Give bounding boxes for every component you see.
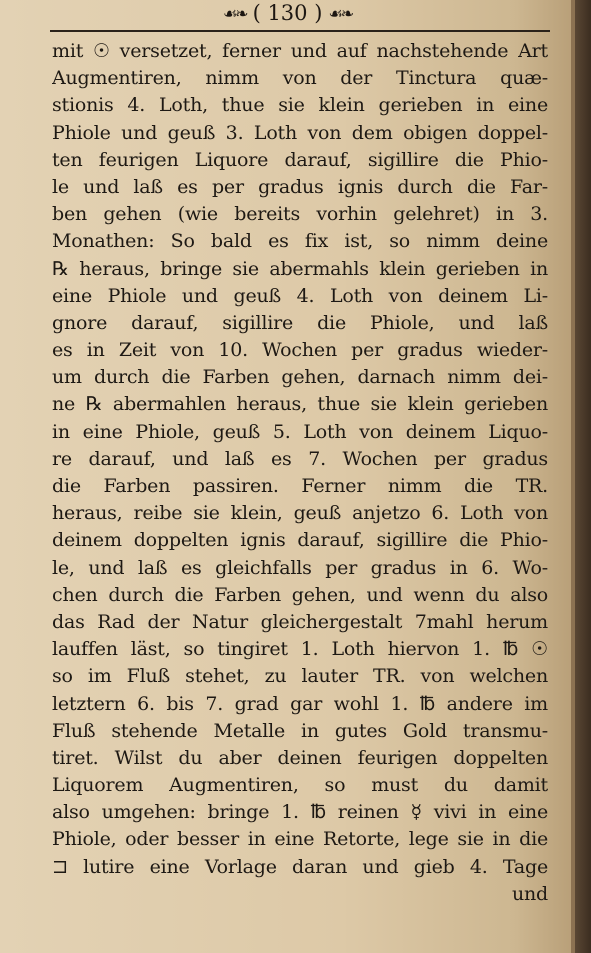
text-line: deinem doppelten ignis darauf, sigillire die Phio- <box>52 529 548 552</box>
header-rule <box>50 30 550 32</box>
text-line: Liquorem Augmentiren, so must du damit <box>52 774 548 797</box>
text-line: stionis 4. Loth, thue sie klein gerieben in eine <box>52 94 548 117</box>
text-line: es in Zeit von 10. Wochen per gradus wieder- <box>52 339 548 362</box>
text-line: letztern 6. bis 7. grad gar wohl 1. ℔ andere im <box>52 692 548 715</box>
text-line: Monathen: So bald es fix ist, so nimm deine <box>52 230 548 253</box>
text-line: Fluß stehende Metalle in gutes Gold transmu- <box>52 719 548 742</box>
text-line: ben gehen (wie bereits vorhin gelehret) in 3. <box>52 203 548 226</box>
text-line: so im Fluß stehet, zu lauter TR. von welchen <box>52 665 548 688</box>
text-line: le und laß es per gradus ignis durch die Far- <box>52 175 548 198</box>
page-number: ( 130 ) <box>252 1 323 25</box>
text-line: lauffen läst, so tingiret 1. Loth hiervon 1. ℔ ☉ <box>52 638 548 661</box>
text-line: Augmentiren, nimm von der Tinctura quæ- <box>52 67 548 90</box>
page-edge-shadow <box>575 0 591 953</box>
ornament-right-icon: ☙❧ <box>328 3 353 23</box>
text-line: heraus, reibe sie klein, geuß anjetzo 6. Loth von <box>52 502 548 525</box>
body-text <box>52 38 548 908</box>
text-line: in eine Phiole, geuß 5. Loth von deinem Liquo- <box>52 420 548 443</box>
text-line: ℞ heraus, bringe sie abermahls klein gerieben in <box>52 257 548 280</box>
page-header <box>0 0 575 26</box>
text-line: ⊐ lutire eine Vorlage daran und gieb 4. Tage <box>52 855 548 878</box>
text-line: ten feurigen Liquore darauf, sigillire die Phio- <box>52 148 548 171</box>
text-line: eine Phiole und geuß 4. Loth von deinem Li- <box>52 284 548 307</box>
text-line: le, und laß es gleichfalls per gradus in 6. Wo- <box>52 556 548 579</box>
text-line: Phiole, oder besser in eine Retorte, lege sie in die <box>52 828 548 851</box>
text-line: und <box>511 882 548 905</box>
text-line: chen durch die Farben gehen, und wenn du also <box>52 583 548 606</box>
text-line: also umgehen: bringe 1. ℔ reinen ☿ vivi in eine <box>52 801 548 824</box>
text-line: gnore darauf, sigillire die Phiole, und laß <box>52 311 548 334</box>
text-line: Phiole und geuß 3. Loth von dem obigen doppel- <box>52 121 548 144</box>
text-line: das Rad der Natur gleichergestalt 7mahl herum <box>52 610 548 633</box>
text-line: tiret. Wilst du aber deinen feurigen doppelten <box>52 746 548 769</box>
text-line: um durch die Farben gehen, darnach nimm dei- <box>52 366 548 389</box>
text-line: die Farben passiren. Ferner nimm die TR. <box>52 475 548 497</box>
text-line: mit ☉ versetzet, ferner und auf nachstehende Art <box>52 40 548 62</box>
text-line: ne ℞ abermahlen heraus, thue sie klein gerieben <box>52 393 548 416</box>
ornament-left-icon: ☙❧ <box>222 3 247 23</box>
text-line: re darauf, und laß es 7. Wochen per gradus <box>52 447 548 470</box>
